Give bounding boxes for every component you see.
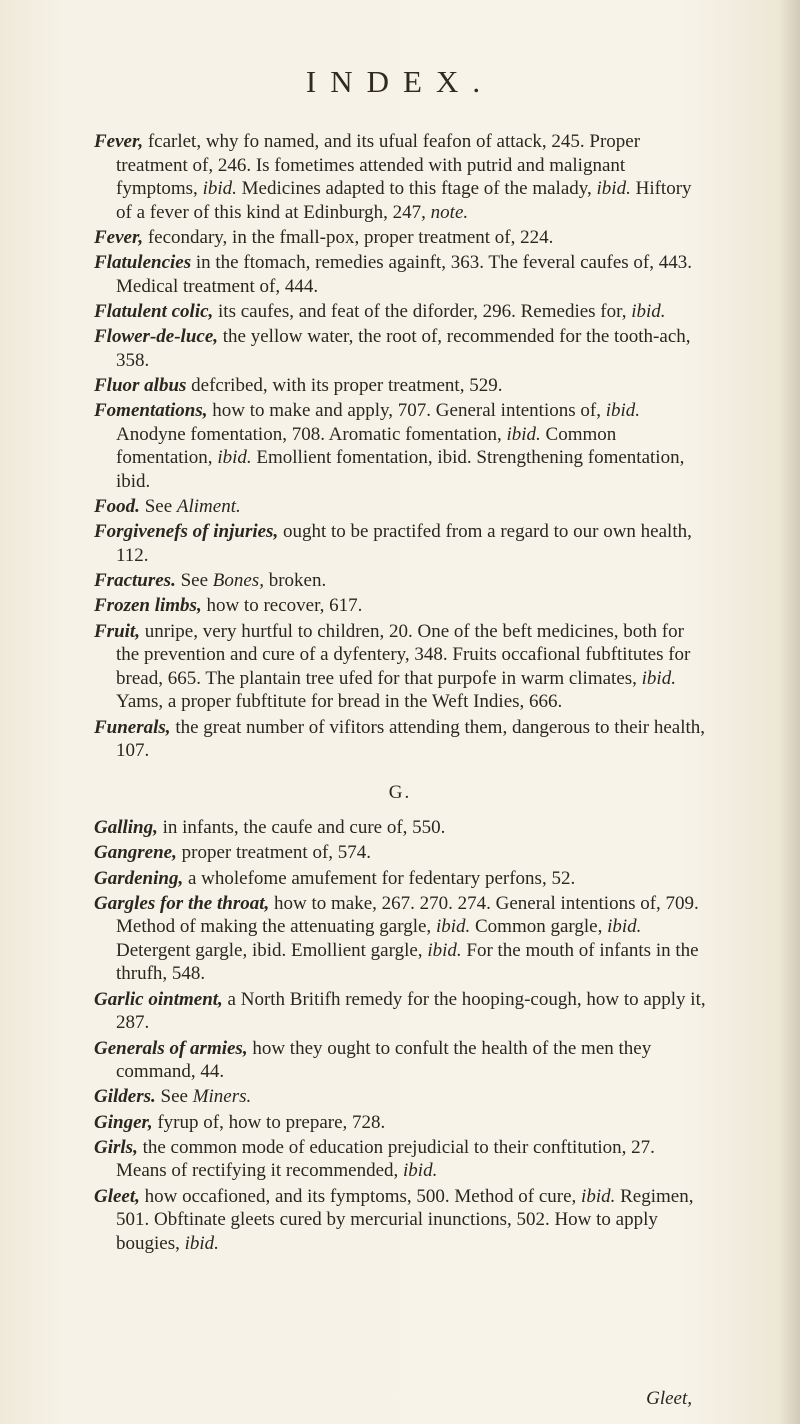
entry-headword: Flower-de-luce, [94, 326, 219, 348]
entry-headword: Girls, [94, 1136, 138, 1158]
page-header: INDEX. [305, 64, 495, 99]
entry-text: how occafioned, and its fymptoms, 500. Method of cure, [139, 1185, 582, 1207]
entry-text: note. [430, 201, 469, 223]
index-entry [94, 867, 706, 891]
index-entry [94, 399, 706, 493]
index-entry [94, 325, 706, 372]
entry-text: See [155, 1086, 193, 1108]
entry-text: Common gargle, [470, 916, 608, 938]
entry-text: ibid. [631, 300, 666, 322]
index-entry [94, 495, 706, 519]
entry-text: fecondary, in the fmall-pox, proper treatment of, 224. [143, 226, 554, 248]
index-entry [94, 569, 706, 593]
index-entry [94, 300, 706, 324]
index-entry [94, 1037, 706, 1084]
entry-text: a North Britifh remedy for the hooping-cough, how to apply it, 287. [116, 988, 706, 1034]
entry-text: proper treatment of, 574. [176, 842, 372, 864]
catchword: Gleet, [646, 1388, 692, 1409]
entry-text: how they ought to confult the health of the men they command, 44. [116, 1037, 652, 1083]
entry-text: ibid. [605, 400, 641, 422]
section-f-entries [94, 130, 706, 763]
entry-text: ibid. [607, 916, 642, 938]
entry-text: how to make and apply, 707. General intentions of, [207, 400, 606, 422]
index-entry [94, 1111, 706, 1135]
entry-text: its caufes, and feat of the diforder, 296. Remedies for, [213, 300, 632, 322]
entry-text: the common mode of education prejudicial to their conftitution, 27. Means of rectifying it recommended, [116, 1136, 655, 1182]
entry-text: ibid. [403, 1160, 438, 1182]
index-entry [94, 594, 706, 618]
entry-headword: Flatulencies [94, 252, 192, 274]
entry-text: fcarlet, why fo named, and its ufual feafon of attack, 245. Proper treatment of, 246. Is fometimes attended with putrid and malignant fymptoms, [116, 131, 641, 199]
entry-text: For the mouth of infants in the thrufh, 548. [116, 939, 699, 985]
entry-text: ibid. [202, 178, 237, 199]
entry-text: Regimen, 501. Obftinate gleets cured by mercurial inunctions, 502. How to apply bougies, [116, 1185, 694, 1254]
entry-text: ibid. [427, 939, 462, 961]
index-entry [94, 841, 706, 865]
index-entry [94, 1185, 706, 1256]
entry-text: how to make, 267. 270. 274. General intentions of, 709. Method of making the attenuating gargle, [116, 892, 699, 938]
index-entry [94, 892, 706, 986]
entry-text: See [175, 570, 213, 592]
index-entry [94, 374, 706, 398]
entry-headword: Gilders. [94, 1086, 156, 1108]
entry-headword: Fomentations, [94, 400, 208, 422]
entry-text: Bones, [212, 570, 264, 592]
page-edge-shadow [778, 0, 800, 1424]
entry-headword: Funerals, [94, 716, 171, 738]
entry-text: Medicines adapted to this ftage of the malady, [236, 178, 597, 199]
index-entry [94, 816, 706, 840]
index-entry [94, 716, 706, 763]
entry-headword: Fever, [94, 226, 144, 248]
entry-text: Anodyne fomentation, 708. Aromatic fomentation, [116, 423, 507, 445]
entry-headword: Flatulent colic, [94, 300, 214, 322]
index-entries [94, 130, 706, 1257]
entry-text: Miners. [192, 1086, 252, 1108]
entry-text: Aliment. [176, 496, 241, 518]
entry-text: Yams, a proper fubftitute for bread in the Weft Indies, 666. [116, 691, 563, 713]
index-entry [94, 251, 706, 298]
entry-headword: Galling, [94, 817, 158, 839]
entry-text: Hiftory of a fever of this kind at Edinburgh, 247, [116, 178, 692, 223]
entry-text: in infants, the caufe and cure of, 550. [157, 817, 446, 839]
index-entry [94, 620, 706, 714]
entry-text: Emollient fomentation, ibid. Strengthening fomentation, ibid. [116, 447, 685, 492]
entry-headword: Fractures. [94, 570, 176, 592]
entry-headword: Fluor albus [94, 374, 187, 396]
entry-text: ibid. [184, 1232, 219, 1254]
entry-text: ibid. [217, 447, 252, 469]
entry-headword: Forgivenefs of injuries, [94, 521, 279, 543]
entry-text: ibid. [581, 1185, 616, 1207]
index-entry [94, 1085, 706, 1109]
entry-text: ought to be practifed from a regard to our own health, 112. [116, 521, 692, 566]
index-entry [94, 520, 706, 567]
entry-text: the yellow water, the root of, recommended for the tooth-ach, 358. [116, 326, 691, 371]
index-entry [94, 1136, 706, 1183]
entry-headword: Generals of armies, [94, 1037, 248, 1059]
entry-headword: Gargles for the throat, [94, 892, 270, 914]
entry-headword: Gardening, [94, 867, 184, 889]
section-g-entries [94, 816, 706, 1255]
section-letter-g: G. [388, 781, 412, 803]
entry-headword: Gleet, [94, 1185, 140, 1207]
entry-text: the great number of vifitors attending them, dangerous to their health, 107. [116, 716, 706, 762]
entry-text: ibid. [506, 423, 541, 445]
entry-text: ibid. [641, 667, 676, 689]
entry-headword: Food. [94, 496, 140, 518]
entry-text: fyrup of, how to prepare, 728. [152, 1111, 386, 1133]
entry-text: Common fomentation, [116, 423, 617, 469]
index-entry [94, 130, 706, 224]
entry-text: ibid. [435, 916, 471, 938]
entry-text: broken. [263, 570, 327, 592]
entry-headword: Fruit, [94, 620, 140, 642]
entry-headword: Fever, [94, 131, 144, 152]
entry-text: See [139, 496, 177, 518]
entry-text: how to recover, 617. [201, 595, 363, 617]
entry-headword: Ginger, [94, 1111, 153, 1133]
entry-text: Detergent gargle, ibid. Emollient gargle, [116, 939, 428, 961]
index-entry [94, 226, 706, 250]
entry-text: defcribed, with its proper treatment, 529. [186, 374, 503, 396]
entry-text: a wholefome amufement for fedentary perfons, 52. [183, 867, 576, 889]
entry-text: ibid. [596, 178, 631, 199]
entry-headword: Garlic ointment, [94, 988, 223, 1010]
entry-headword: Frozen limbs, [94, 595, 202, 617]
entry-text: unripe, very hurtful to children, 20. One of the beft medicines, both for the prevention and cure of a dyfentery, 348. Fruits occafional fubftitutes for bread, 665. The plantain tree ufed for that purpofe in warm climates, [116, 620, 691, 689]
entry-headword: Gangrene, [94, 842, 177, 864]
index-entry [94, 988, 706, 1035]
entry-text: in the ftomach, remedies againft, 363. The feveral caufes of, 443. Medical treatment of, 444. [116, 252, 692, 297]
